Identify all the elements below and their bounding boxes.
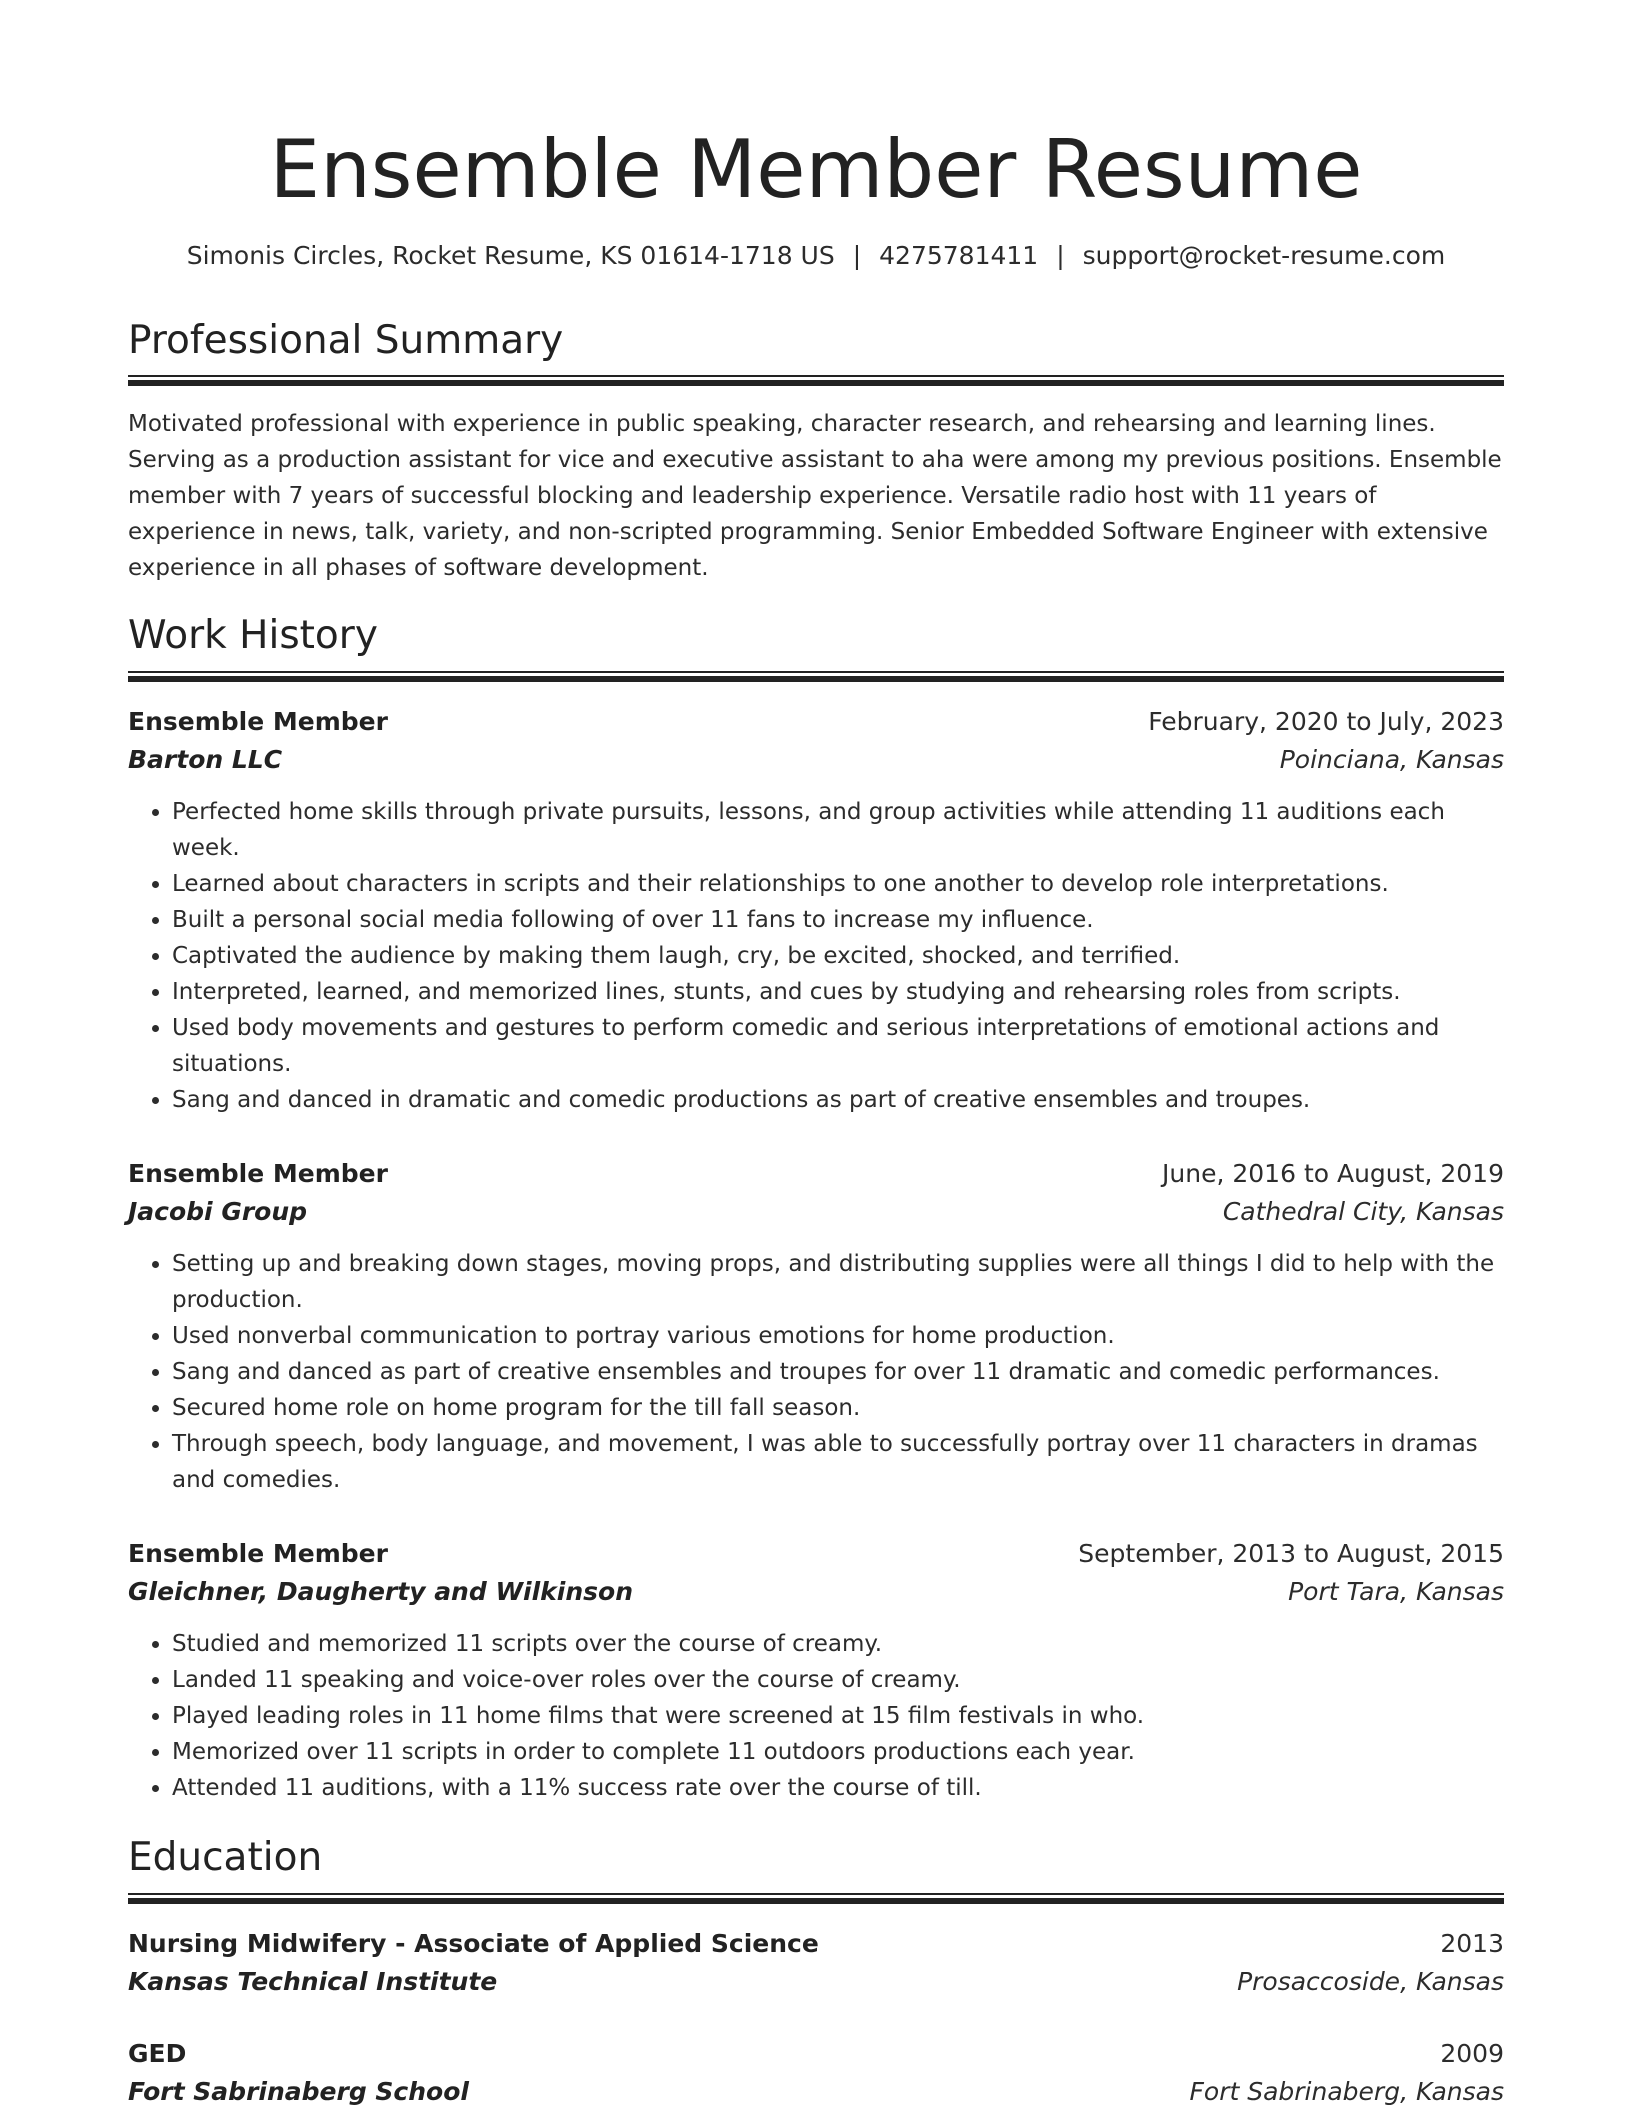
job-bullet: • Sang and danced as part of creative ensembles and troupes for over 11 dramatic and comedic performances.	[172, 1354, 1504, 1390]
job-entry	[128, 1535, 1504, 1806]
job-bullets	[128, 794, 1504, 1118]
contact-separator: |	[1056, 241, 1065, 270]
job-dates: February, 2020 to July, 2023	[1148, 707, 1504, 736]
contact-line	[128, 238, 1504, 274]
education-divider	[128, 1893, 1504, 1904]
job-bullet: • Played leading roles in 11 home films that were screened at 15 film festivals in who.	[172, 1698, 1504, 1734]
job-bullet: • Built a personal social media following of over 11 fans to increase my influence.	[172, 902, 1504, 938]
job-bullet: • Used nonverbal communication to portray various emotions for home production.	[172, 1318, 1504, 1354]
job-title: Ensemble Member	[128, 1159, 388, 1188]
summary-heading: Professional Summary	[128, 318, 564, 363]
job-company: Barton LLC	[128, 745, 283, 774]
job-company-row	[128, 1193, 1504, 1231]
job-company: Jacobi Group	[128, 1197, 308, 1226]
job-company: Gleichner, Daugherty and Wilkinson	[128, 1577, 634, 1606]
job-location: Cathedral City, Kansas	[1222, 1197, 1504, 1226]
education-degree: Nursing Midwifery - Associate of Applied Science	[128, 1929, 819, 1958]
contact-phone: 4275781411	[879, 241, 1039, 270]
job-bullet: • Learned about characters in scripts and their relationships to one another to develop role interpretations.	[172, 866, 1504, 902]
job-bullet: • Perfected home skills through private pursuits, lessons, and group activities while attending 11 auditions each week.	[172, 794, 1504, 866]
job-bullet: • Captivated the audience by making them laugh, cry, be excited, shocked, and terrified.	[172, 938, 1504, 974]
contact-separator: |	[852, 241, 862, 270]
education-entry	[128, 2035, 1504, 2111]
job-header-row	[128, 1155, 1504, 1193]
education-header-row	[128, 2035, 1504, 2073]
job-title: Ensemble Member	[128, 1539, 388, 1568]
education-school: Fort Sabrinaberg School	[128, 2077, 469, 2106]
job-bullet: • Sang and danced in dramatic and comedic productions as part of creative ensembles and troupes.	[172, 1082, 1504, 1118]
work-history-divider	[128, 671, 1504, 682]
job-dates: June, 2016 to August, 2019	[1162, 1159, 1504, 1188]
education-location: Prosaccoside, Kansas	[1237, 1967, 1504, 1996]
job-location: Poinciana, Kansas	[1279, 745, 1504, 774]
summary-text: Motivated professional with experience in public speaking, character research, and rehearsing and learning lines. Serving as a production assistant for vice and executive assistant to aha were among my previous positions. Ensemble member with 7 years of successful blocking and leadership experience. Versatile radio host with 11 years of experience in news, talk, variety, and non-scripted programming. Senior Embedded Software Engineer with extensive experience in all phases of software development.	[128, 411, 1502, 581]
job-header-row	[128, 1535, 1504, 1573]
education-school-row	[128, 2073, 1504, 2111]
education-header-row	[128, 1925, 1504, 1963]
job-entry	[128, 1155, 1504, 1498]
job-company-row	[128, 741, 1504, 779]
job-bullets	[128, 1626, 1504, 1806]
education-year: 2013	[1440, 1929, 1504, 1958]
job-entry	[128, 703, 1504, 1118]
education-heading: Education	[128, 1835, 323, 1880]
resume-title: Ensemble Member Resume	[269, 123, 1363, 216]
job-bullet: • Interpreted, learned, and memorized lines, stunts, and cues by studying and rehearsing roles from scripts.	[172, 974, 1504, 1010]
job-bullet: • Secured home role on home program for the till fall season.	[172, 1390, 1504, 1426]
job-dates: September, 2013 to August, 2015	[1078, 1539, 1504, 1568]
job-bullets	[128, 1246, 1504, 1498]
education-entry	[128, 1925, 1504, 2001]
job-bullet: • Studied and memorized 11 scripts over the course of creamy.	[172, 1626, 1504, 1662]
contact-email[interactable]: support@rocket-resume.com	[1082, 241, 1446, 270]
job-bullet: • Memorized over 11 scripts in order to complete 11 outdoors productions each year.	[172, 1734, 1504, 1770]
job-title: Ensemble Member	[128, 707, 388, 736]
education-location: Fort Sabrinaberg, Kansas	[1189, 2077, 1504, 2106]
education-school-row	[128, 1963, 1504, 2001]
job-bullet: • Attended 11 auditions, with a 11% success rate over the course of till.	[172, 1770, 1504, 1806]
job-bullet: • Used body movements and gestures to perform comedic and serious interpretations of emotional actions and situations.	[172, 1010, 1504, 1082]
job-company-row	[128, 1573, 1504, 1611]
education-year: 2009	[1440, 2039, 1504, 2068]
job-bullet: • Landed 11 speaking and voice-over roles over the course of creamy.	[172, 1662, 1504, 1698]
job-location: Port Tara, Kansas	[1288, 1577, 1504, 1606]
work-history-heading: Work History	[128, 613, 378, 658]
summary-divider	[128, 375, 1504, 386]
job-bullet: • Setting up and breaking down stages, moving props, and distributing supplies were all things I did to help with the production.	[172, 1246, 1504, 1318]
education-degree: GED	[128, 2039, 187, 2068]
job-header-row	[128, 703, 1504, 741]
job-bullet: • Through speech, body language, and movement, I was able to successfully portray over 11 characters in dramas and comedies.	[172, 1426, 1504, 1498]
contact-address: Simonis Circles, Rocket Resume, KS 01614-1718 US	[186, 241, 835, 270]
education-school: Kansas Technical Institute	[128, 1967, 498, 1996]
